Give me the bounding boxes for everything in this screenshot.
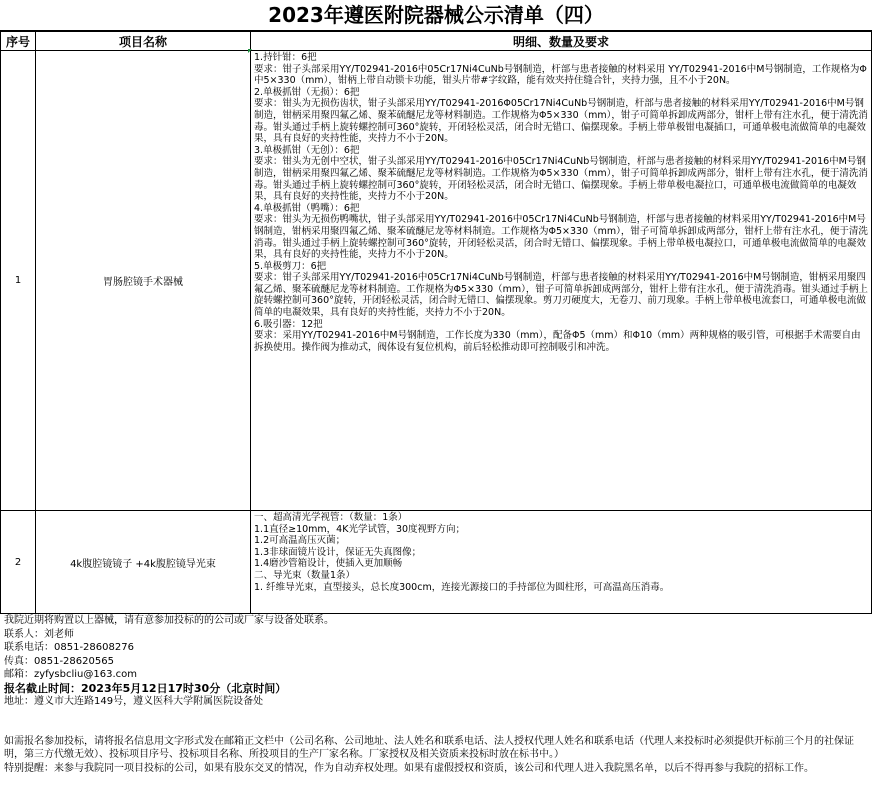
table-header-row [1, 32, 872, 51]
header-detail: 明细、数量及要求 [251, 32, 872, 51]
detail-line: 1. 纤维导光束，直型接头，总长度300cm，连接光源接口的手持部位为圆柱形，可高温高压消毒。 [254, 581, 670, 593]
row-item-name[interactable]: 4k腹腔镜镜子 +4k腹腔镜导光束 [36, 511, 251, 614]
table-row [1, 511, 872, 614]
detail-line: 2.单极抓钳（无损）：6把 [254, 86, 360, 98]
detail-line: 二、导光束（数量1条） [254, 569, 356, 581]
table-row [1, 51, 872, 511]
detail-line: 1.4磨沙管箱设计，使插入更加顺畅 [254, 558, 403, 570]
detail-line: 要求：钳头为无创中空状，钳子头部采用YY/T02941-2016中05Cr17Ni4CuNb号钢制造，杆部与患者接触的材料采用YY/T02941-2016中M号钢制造，钳柄采用聚四氟乙烯、聚苯硫醚尼龙等材料制造。工作规格为Φ5×330（mm），钳子可简单拆卸成两部分，钳杆上带有注水孔，便于清洗消毒。钳头通过手柄上旋转螺控制可360°旋转，开闭轻松灵活，闭合时无错口、偏摆现象。手柄上带单极电凝拉口，可通单极电流做简单的电凝效果，具有良好的夹持性能，夹持力不小于20N。 [254, 156, 868, 203]
detail-line: 1.3非球面镜片设计，保证无失真图像； [254, 546, 422, 558]
row-detail-cell[interactable] [251, 511, 872, 614]
footer-intro: 我院近期将购置以上器械，请有意参加投标的的公司或厂家与设备处联系。 [4, 615, 334, 626]
footer-fax: 传真：0851-28620565 [4, 655, 114, 667]
page-title: 2023年遵医附院器械公示清单（四） [0, 0, 872, 31]
detail-line: 1.持针钳：6把 [254, 52, 317, 63]
row-number[interactable]: 2 [1, 511, 36, 614]
header-no: 序号 [1, 32, 36, 51]
footer-spacer [4, 709, 868, 735]
detail-line: 1.2可高温高压灭菌； [254, 535, 346, 547]
detail-line: 4.单极抓钳（鸭嘴）：6把 [254, 202, 360, 214]
detail-line: 一、超高清光学视管：（数量：1条） [254, 512, 408, 523]
header-name: 项目名称 [36, 32, 251, 51]
row-detail-cell[interactable] [251, 51, 872, 511]
detail-line: 要求：钳子头部采用YY/T02941-2016中05Cr17Ni4CuNb号钢制造，杆部与患者接触的材料采用 YY/T02941-2016中M号钢制造，工作规格为Φ中5×330（mm），钳柄上带自动锁卡功能，钳头片带#字纹路，能有效夹持住缝合针，夹持力强，且不小于20N。 [254, 63, 867, 87]
detail-line: 5.单极剪刀：6把 [254, 260, 327, 272]
cell-comment-marker-icon [248, 49, 252, 53]
detail-line: 要求：采用YY/T02941-2016中M号钢制造，工作长度为330（mm），配备Φ5（mm）和Φ10（mm）两种规格的吸引管，可根据手术需要自由拆换使用。操作阀为推动式，阀体设有复位机构，前后轻松推动即可控制吸引和冲洗。 [254, 330, 861, 353]
footer-email[interactable]: 邮箱：zyfysbcliu@163.com [4, 669, 138, 680]
footer-warning: 特别提醒：来参与我院同一项目投标的公司，如果有股东交叉的情况，作为自动弃权处理。如果有虚假授权和资质，该公司和代理人进入我院黑名单，以后不得再参与我院的招标工作。 [4, 762, 814, 774]
row-item-name[interactable]: 胃肠腔镜手术器械 [36, 51, 251, 511]
equipment-table [0, 31, 872, 614]
row-number[interactable]: 1 [1, 51, 36, 511]
detail-line: 要求：钳头为无损伤鸭嘴状，钳子头部采用YY/T02941-2016中05Cr17Ni4CuNb号钢制造，杆部与患者接触的材料采用YY/T02941-2016中M号钢制造，钳柄采用聚四氟乙烯、聚苯硫醚尼龙等材料制造。工作规格为Φ5×330（mm），钳子可简单拆卸成两部分，钳杆上带有注水孔，便于清洗消毒。钳头通过手柄上旋转螺控制可360°旋转，开闭轻松灵活，闭合时无错口、偏摆现象。手柄上带单极电凝拉口，可通单极电流做简单的电凝效果，具有良好的夹持性能，夹持力不小于20N。 [254, 214, 868, 261]
footer-address: 地址：遵义市大连路149号，遵义医科大学附属医院设备处 [4, 696, 264, 707]
footer-deadline: 报名截止时间：2023年5月12日17时30分（北京时间） [4, 681, 287, 695]
detail-line: 要求：钳子头部采用YY/T02941-2016中05Cr17Ni4CuNb号钢制造，杆部与患者接触的材料采用YY/T02941-2016中M号钢制造，钳柄采用聚四氟乙烯、聚苯硫醚尼龙等材料制造。工作规格为Φ5×330（mm），钳子可简单拆卸成两部分，钳杆上带有注水孔，便于清洗消毒。钳头通过手柄上旋转螺控制可360°旋转，开闭轻松灵活，闭合时无错口、偏摆现象。剪刀刃硬度大，无卷刀、前刀现象。手柄上带单极电流套口，可通单极电流做简单的电凝效果，具有良好的夹持性能，夹持力不小于20N。 [254, 272, 868, 319]
detail-line: 要求：钳头为无损伤齿状，钳子头部采用YY/T02941-2016Φ05Cr17Ni4CuNb号钢制造，杆部与患者接触的材料采用YY/T02941-2016中M号钢制造，钳柄采用聚四氟乙烯、聚苯硫醚尼龙等材料制造。工作规格为Φ5×330（mm），钳子可简单拆卸成两部分，钳杆上带有注水孔，便于清洗消毒。钳头通过手柄上旋转螺控制可360°旋转，开闭轻松灵活，闭合时无错口、偏摆现象。手柄上带单极钳电凝插口，可通单极电流做简单的电凝效果，具有良好的夹持性能，夹持力不小于20N。 [254, 98, 868, 145]
footer-notice: 如需报名参加投标，请将报名信息用文字形式发在邮箱正文栏中（公司名称、公司地址、法人姓名和联系电话、法人授权代理人姓名和联系电话（代理人来投标时必须提供开标前三个月的社保证明，第三方代缴无效）、投标项目序号、投标项目名称、所投项目的生产厂家名称。厂家授权及相关资质来投标时放在标书中。） [4, 735, 854, 760]
detail-line: 6.吸引器：12把 [254, 318, 323, 330]
footer-phone: 联系电话：0851-28608276 [4, 642, 134, 653]
footer-notes [0, 614, 872, 775]
detail-line: 1.1直径≥10mm，4K光学试管，30度视野方向； [254, 523, 466, 535]
detail-line: 3.单极抓钳（无创）：6把 [254, 144, 360, 156]
footer-contact: 联系人：刘老师 [4, 628, 74, 640]
